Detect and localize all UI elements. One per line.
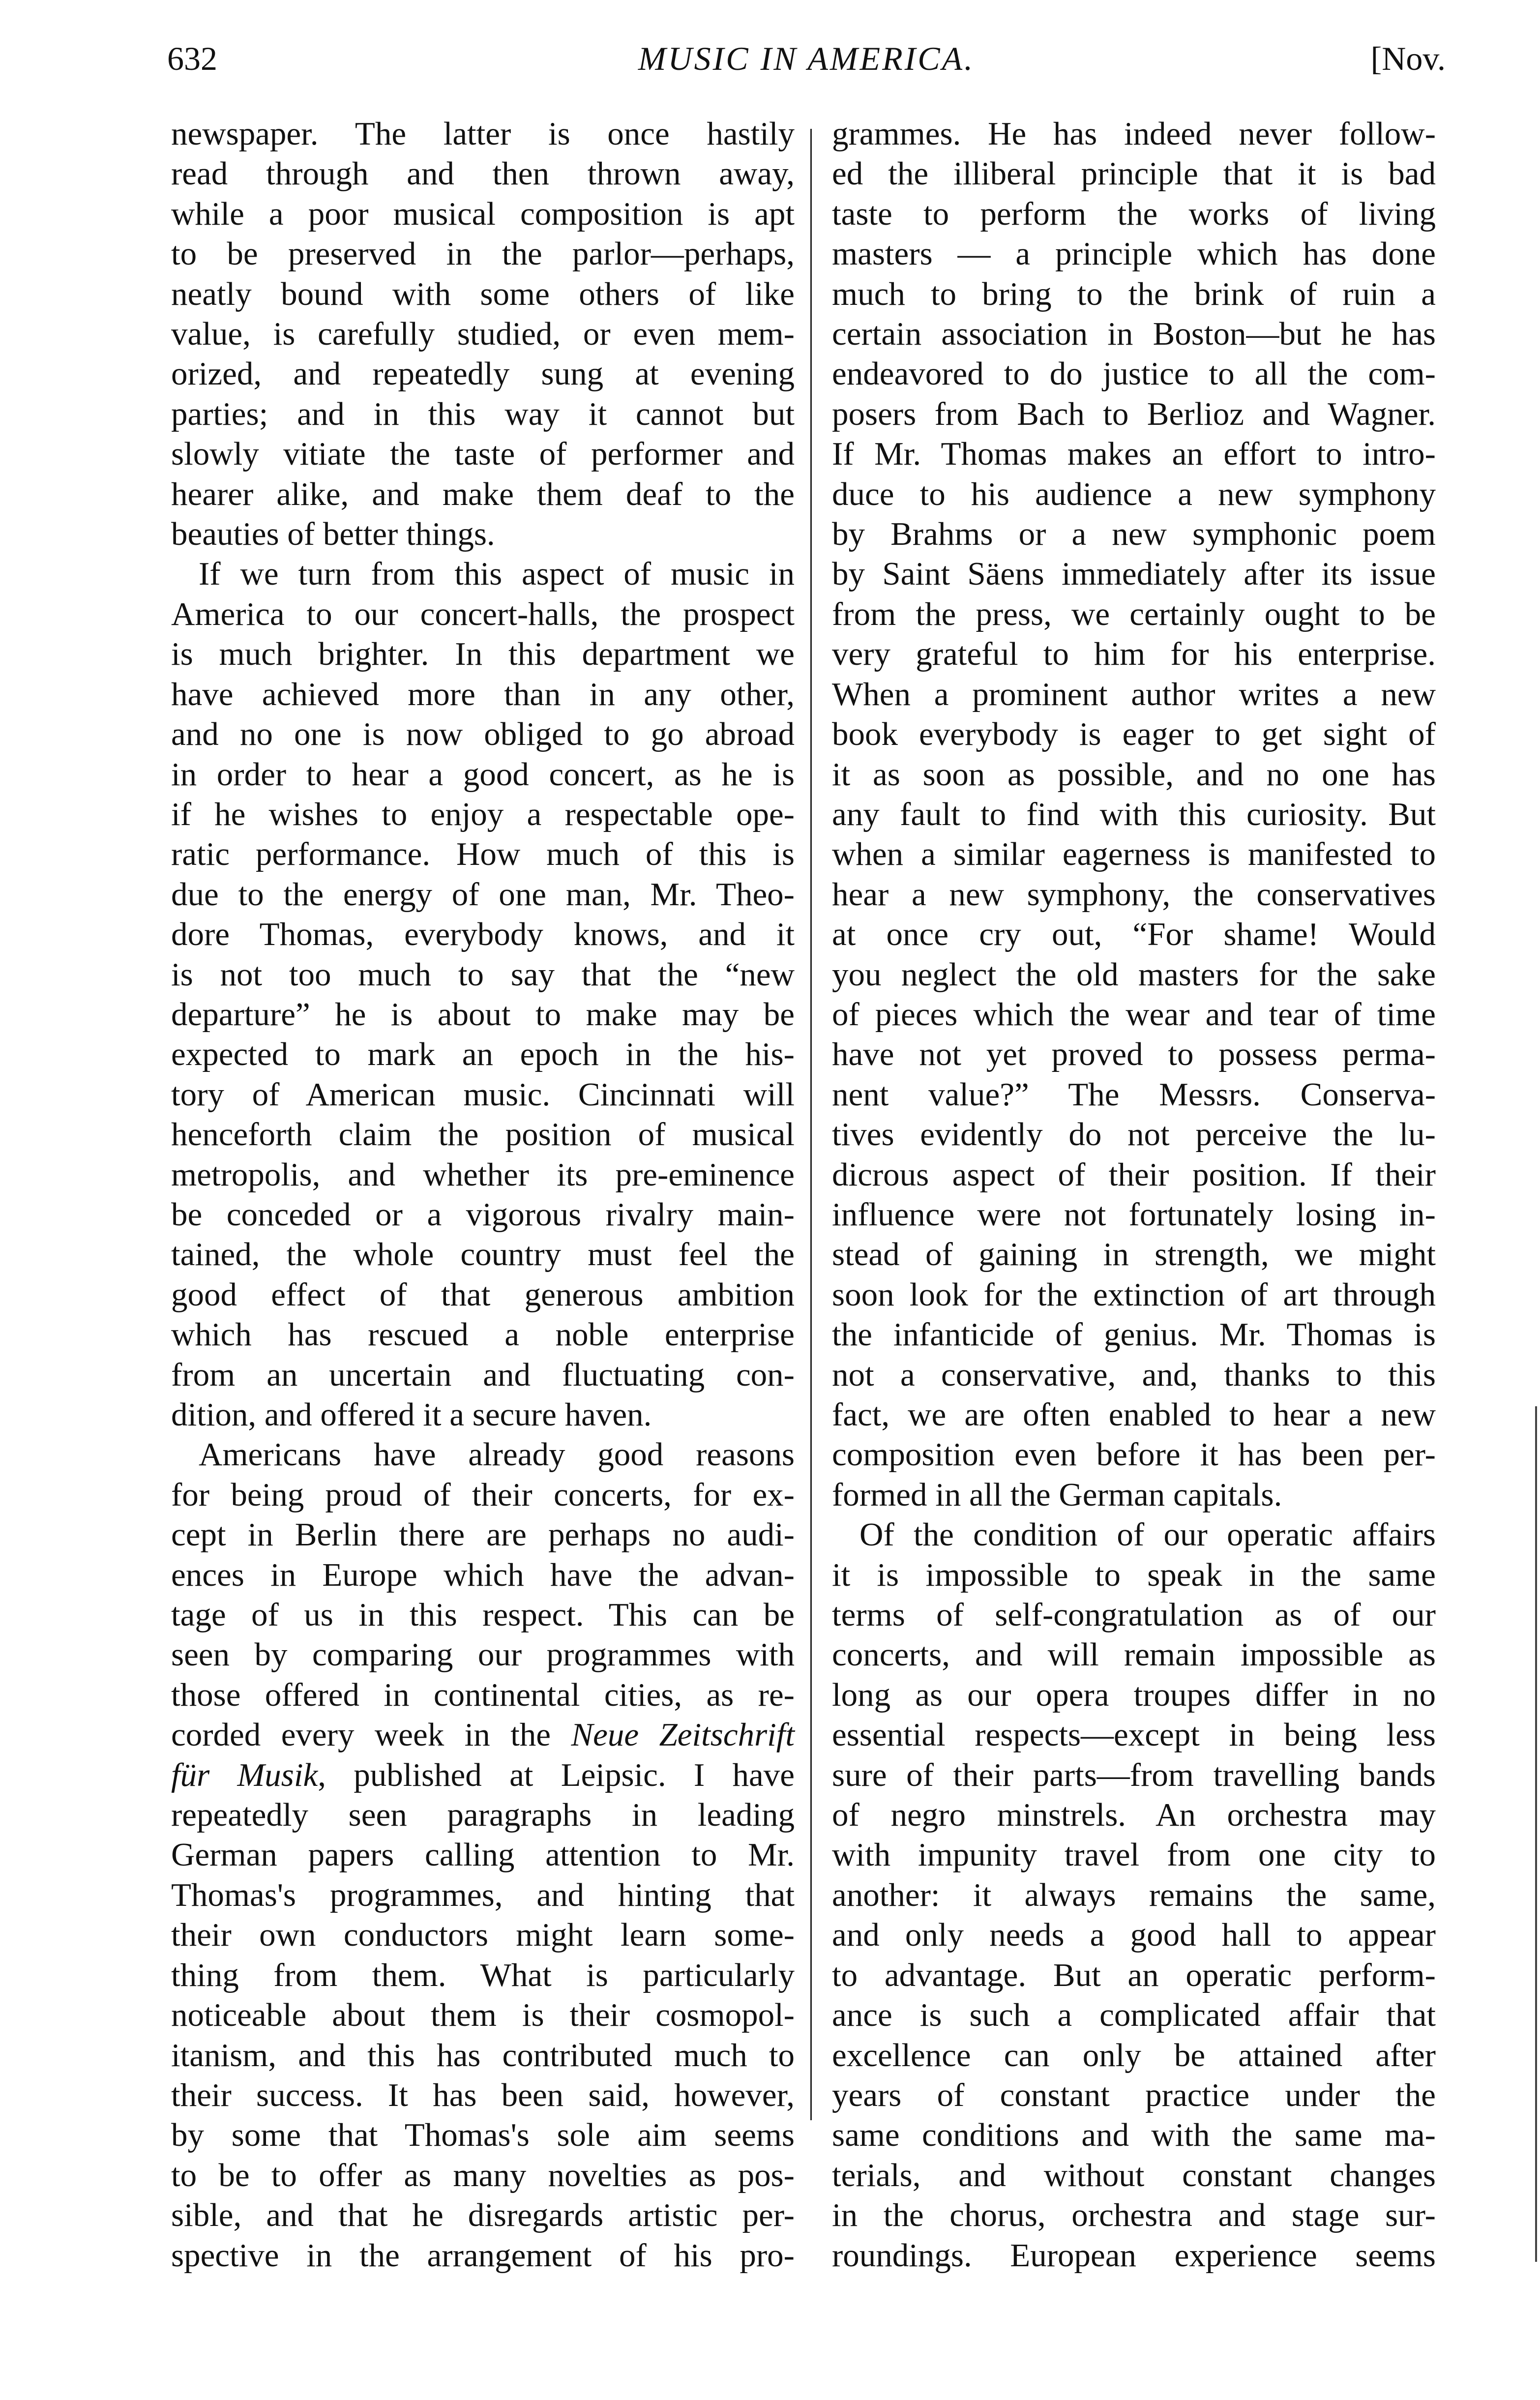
- page-header: [167, 39, 1446, 93]
- running-title: MUSIC IN AMERICA.: [638, 40, 975, 77]
- text-line: für Musik, published at Leipsic. I have: [171, 1756, 795, 1793]
- text-line: when a similar eagerness is manifested to: [832, 836, 1436, 873]
- text-line: of negro minstrels. An orchestra may: [832, 1797, 1436, 1834]
- text-line: read through and then thrown away,: [171, 155, 795, 192]
- text-line: departure” he is about to make may be: [171, 996, 795, 1033]
- text-line: tained, the whole country must feel the: [171, 1236, 795, 1273]
- text-line: due to the energy of one man, Mr. Theo-: [171, 876, 795, 913]
- issue-month: [Nov.: [1370, 40, 1446, 77]
- text-line: is much brighter. In this department we: [171, 636, 795, 673]
- text-line: terials, and without constant changes: [832, 2157, 1436, 2193]
- text-line: masters — a principle which has done: [832, 236, 1436, 272]
- text-line: dition, and offered it a secure haven.: [171, 1396, 652, 1433]
- text-line: duce to his audience a new symphony: [832, 475, 1436, 512]
- text-line: by some that Thomas's sole aim seems: [171, 2117, 795, 2154]
- text-line: German papers calling attention to Mr.: [171, 1837, 795, 1873]
- text-line: hear a new symphony, the conservatives: [832, 876, 1436, 913]
- text-line: hearer alike, and make them deaf to the: [171, 475, 795, 512]
- text-line: to be to offer as many novelties as pos-: [171, 2157, 795, 2193]
- text-line: tory of American music. Cincinnati will: [171, 1076, 795, 1113]
- text-line: and only needs a good hall to appear: [832, 1917, 1436, 1954]
- text-line: if he wishes to enjoy a respectable ope-: [171, 796, 795, 832]
- text-line: corded every week in the Neue Zeitschrift: [171, 1717, 795, 1753]
- text-line: ratic performance. How much of this is: [171, 836, 795, 873]
- text-line: endeavored to do justice to all the com-: [832, 356, 1436, 392]
- text-line: by Saint Säens immediately after its issue: [832, 556, 1436, 593]
- text-line: If Mr. Thomas makes an effort to intro-: [832, 436, 1436, 473]
- text-line: ences in Europe which have the advan-: [171, 1556, 795, 1593]
- column-divider: [810, 129, 812, 2120]
- text-line: while a poor musical composition is apt: [171, 195, 795, 232]
- text-line: of pieces which the wear and tear of time: [832, 996, 1436, 1033]
- text-line: which has rescued a noble enterprise: [171, 1316, 795, 1353]
- text-line: to advantage. But an operatic perform-: [832, 1956, 1436, 1993]
- text-line: Of the condition of our operatic affairs: [859, 1516, 1436, 1553]
- text-line: value, is carefully studied, or even mem-: [171, 316, 795, 353]
- text-line: to be preserved in the parlor—perhaps,: [171, 236, 795, 272]
- text-line: certain association in Boston—but he has: [832, 316, 1436, 353]
- text-line: excellence can only be attained after: [832, 2037, 1436, 2074]
- text-line: parties; and in this way it cannot but: [171, 395, 795, 432]
- text-line: itanism, and this has contributed much to: [171, 2037, 795, 2074]
- text-line: If we turn from this aspect of music in: [199, 556, 795, 593]
- page-number: 632: [167, 40, 217, 77]
- text-line: from an uncertain and fluctuating con-: [171, 1356, 795, 1393]
- text-line: with impunity travel from one city to: [832, 1837, 1436, 1873]
- text-line: and no one is now obliged to go abroad: [171, 716, 795, 753]
- text-line: is not too much to say that the “new: [171, 956, 795, 993]
- text-line: very grateful to him for his enterprise.: [832, 636, 1436, 673]
- text-line: in order to hear a good concert, as he is: [171, 756, 795, 793]
- text-line: soon look for the extinction of art through: [832, 1276, 1436, 1313]
- text-line: by Brahms or a new symphonic poem: [832, 516, 1436, 553]
- text-line: from the press, we certainly ought to be: [832, 595, 1436, 632]
- text-line: at once cry out, “For shame! Would: [832, 916, 1436, 953]
- text-line: same conditions and with the same ma-: [832, 2117, 1436, 2154]
- text-line: not a conservative, and, thanks to this: [832, 1356, 1436, 1393]
- text-line: the infanticide of genius. Mr. Thomas is: [832, 1316, 1436, 1353]
- text-line: henceforth claim the position of musical: [171, 1116, 795, 1153]
- text-line: it is impossible to speak in the same: [832, 1556, 1436, 1593]
- text-line: composition even before it has been per-: [832, 1436, 1436, 1473]
- text-line: concerts, and will remain impossible as: [832, 1636, 1436, 1673]
- text-line: those offered in continental cities, as re-: [171, 1676, 795, 1713]
- text-line: metropolis, and whether its pre-eminence: [171, 1156, 795, 1193]
- text-line: any fault to find with this curiosity. But: [832, 796, 1436, 832]
- text-line: stead of gaining in strength, we might: [832, 1236, 1436, 1273]
- text-line: much to bring to the brink of ruin a: [832, 275, 1436, 312]
- text-line: thing from them. What is particularly: [171, 1956, 795, 1993]
- text-line: orized, and repeatedly sung at evening: [171, 356, 795, 392]
- text-line: be conceded or a vigorous rivalry main-: [171, 1196, 795, 1233]
- text-line: ance is such a complicated affair that: [832, 1997, 1436, 2034]
- text-line: slowly vitiate the taste of performer and: [171, 436, 795, 473]
- text-line: tage of us in this respect. This can be: [171, 1597, 795, 1633]
- text-line: essential respects—except in being less: [832, 1717, 1436, 1753]
- text-line: Americans have already good reasons: [199, 1436, 795, 1473]
- text-line: roundings. European experience seems: [832, 2237, 1436, 2274]
- text-line: terms of self-congratulation as of our: [832, 1597, 1436, 1633]
- text-line: dicrous aspect of their position. If their: [832, 1156, 1436, 1193]
- text-line: beauties of better things.: [171, 516, 495, 553]
- text-line: for being proud of their concerts, for ex-: [171, 1476, 795, 1513]
- text-line: influence were not fortunately losing in-: [832, 1196, 1436, 1233]
- text-line: When a prominent author writes a new: [832, 676, 1436, 712]
- text-line: their success. It has been said, however,: [171, 2076, 795, 2113]
- text-line: formed in all the German capitals.: [832, 1476, 1282, 1513]
- text-line: newspaper. The latter is once hastily: [171, 116, 795, 152]
- text-line: have not yet proved to possess perma-: [832, 1036, 1436, 1073]
- text-line: good effect of that generous ambition: [171, 1276, 795, 1313]
- text-line: it as soon as possible, and no one has: [832, 756, 1436, 793]
- text-line: long as our opera troupes differ in no: [832, 1676, 1436, 1713]
- left-column: [171, 114, 795, 2276]
- text-line: Thomas's programmes, and hinting that: [171, 1876, 795, 1913]
- text-line: another: it always remains the same,: [832, 1876, 1436, 1913]
- text-line: neatly bound with some others of like: [171, 275, 795, 312]
- text-line: noticeable about them is their cosmopol-: [171, 1997, 795, 2034]
- text-line: years of constant practice under the: [832, 2076, 1436, 2113]
- text-line: posers from Bach to Berlioz and Wagner.: [832, 395, 1436, 432]
- text-line: sure of their parts—from travelling bands: [832, 1756, 1436, 1793]
- right-column: [832, 114, 1436, 2276]
- text-line: repeatedly seen paragraphs in leading: [171, 1797, 795, 1834]
- text-line: book everybody is eager to get sight of: [832, 716, 1436, 753]
- text-line: nent value?” The Messrs. Conserva-: [832, 1076, 1436, 1113]
- text-line: cept in Berlin there are perhaps no audi-: [171, 1516, 795, 1553]
- text-line: America to our concert-halls, the prospect: [171, 595, 795, 632]
- text-line: tives evidently do not perceive the lu-: [832, 1116, 1436, 1153]
- text-line: dore Thomas, everybody knows, and it: [171, 916, 795, 953]
- text-line: ed the illiberal principle that it is bad: [832, 155, 1436, 192]
- text-line: taste to perform the works of living: [832, 195, 1436, 232]
- text-line: in the chorus, orchestra and stage sur-: [832, 2197, 1436, 2234]
- text-line: you neglect the old masters for the sake: [832, 956, 1436, 993]
- page-edge-mark: [1535, 1406, 1537, 2262]
- text-line: expected to mark an epoch in the his-: [171, 1036, 795, 1073]
- text-line: sible, and that he disregards artistic per-: [171, 2197, 795, 2234]
- text-line: seen by comparing our programmes with: [171, 1636, 795, 1673]
- text-line: fact, we are often enabled to hear a new: [832, 1396, 1436, 1433]
- text-line: spective in the arrangement of his pro-: [171, 2237, 795, 2274]
- text-line: their own conductors might learn some-: [171, 1917, 795, 1954]
- text-line: grammes. He has indeed never follow-: [832, 116, 1436, 152]
- text-line: have achieved more than in any other,: [171, 676, 795, 712]
